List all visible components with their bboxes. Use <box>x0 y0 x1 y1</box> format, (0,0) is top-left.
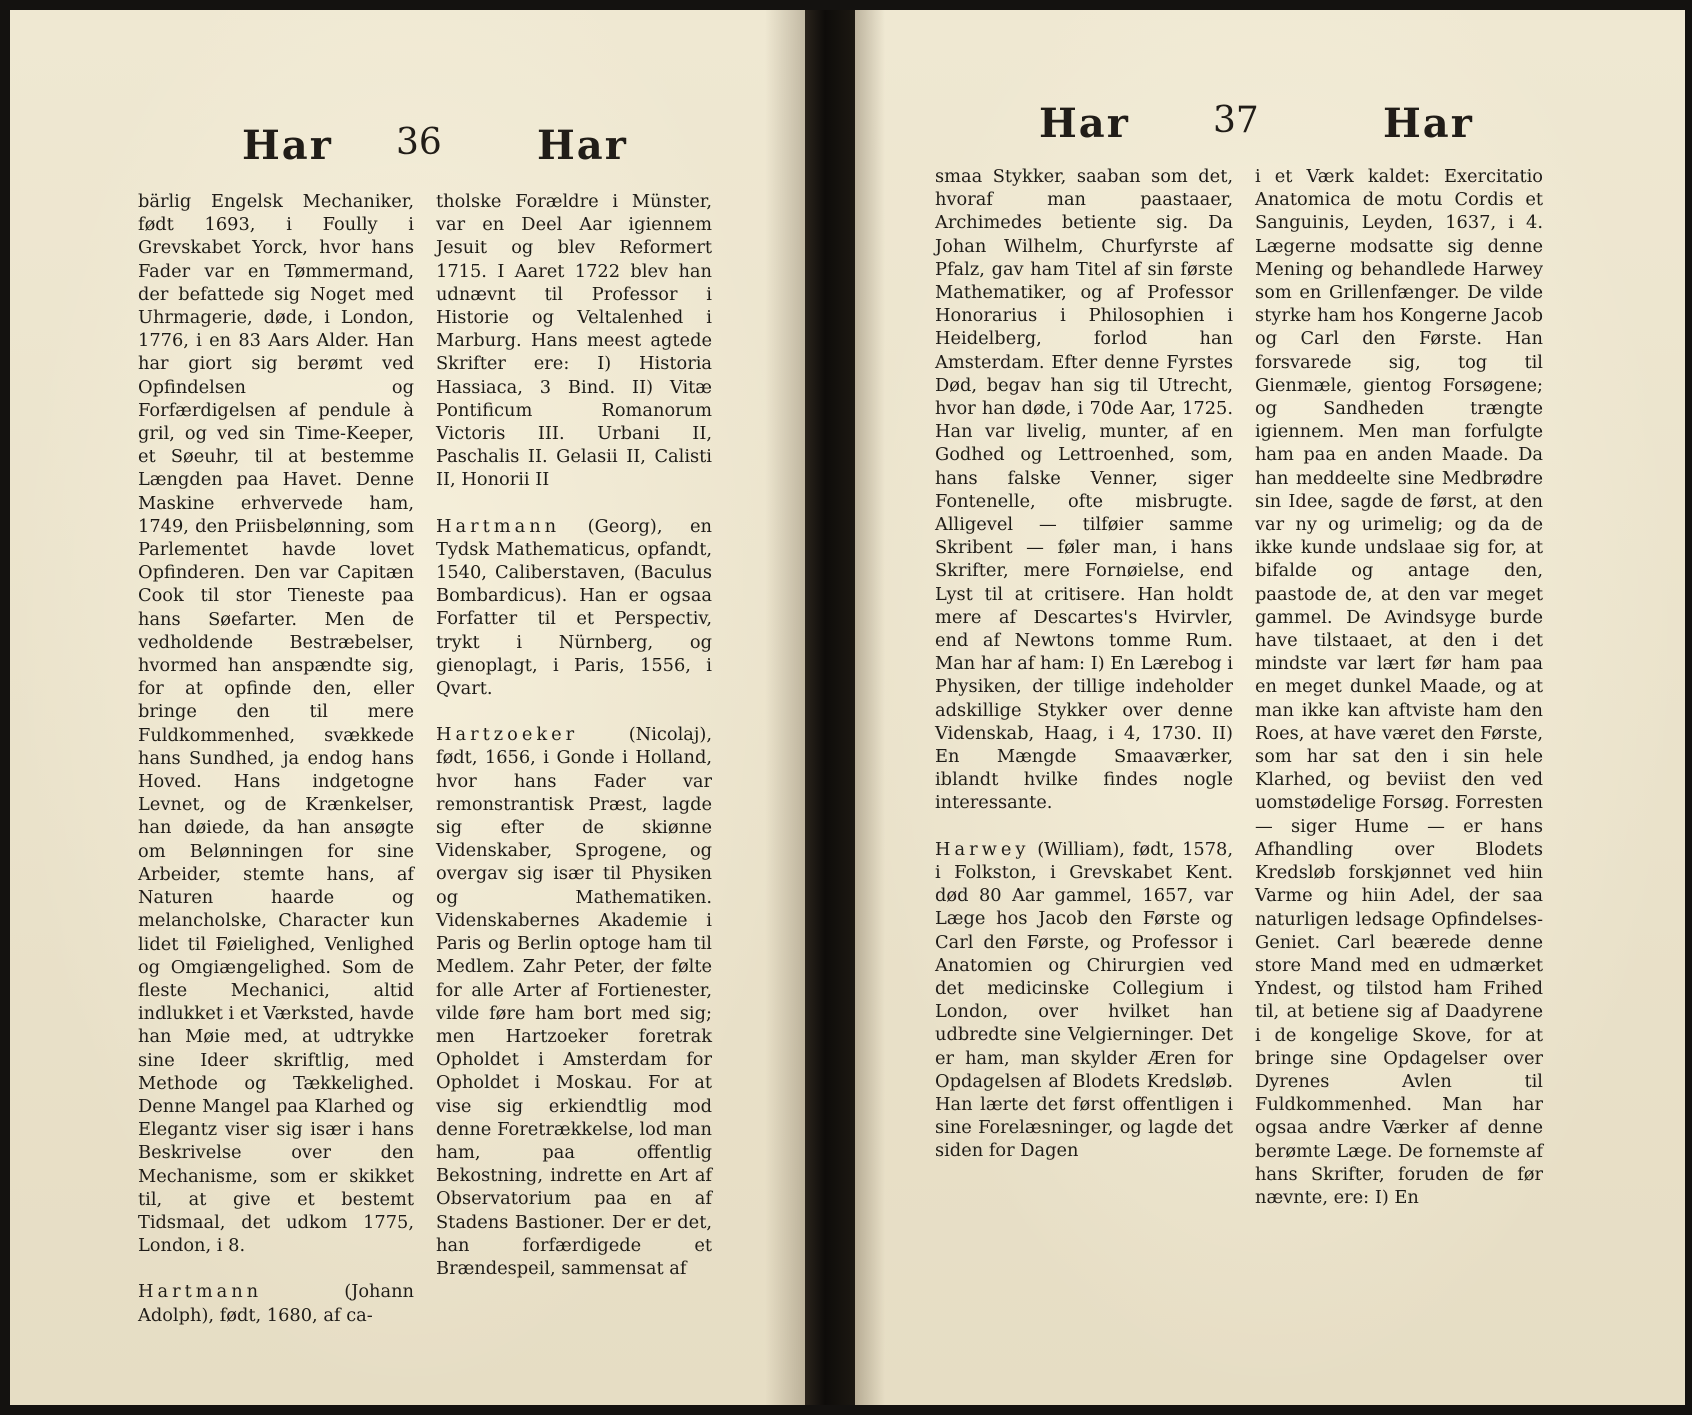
text-column-1 <box>138 190 414 1327</box>
text-column-2 <box>1255 165 1543 1209</box>
page-number: 37 <box>1213 100 1259 141</box>
entry-hartzoeker <box>436 723 712 1280</box>
entry-hartmann-georg <box>436 515 712 701</box>
book-gutter <box>805 10 855 1405</box>
paragraph: tholske Forældre i Münster, var en Deel Aar igiennem Jesuit og blev Reformert 1715. I Aaret 1722 blev han udnævnt til Professor i Historie og Veltalenhed i Marburg. Hans meest agtede Skrifter ere: I) Historia Hassiaca, 3 Bind. II) Vitæ Pontificum Romanorum Victoris III. Urbani II, Paschalis II. Gelasii II, Calisti II, Honorii II <box>436 191 712 491</box>
entry-name: Hartmann <box>138 1281 263 1303</box>
entry-name: Hartmann <box>436 515 561 537</box>
text-column-1 <box>935 165 1233 1163</box>
paragraph: bärlig Engelsk Mechaniker, født 1693, i Foully i Grevskabet Yorck, hvor hans Fader var en Tømmermand, der befattede sig Noget med Uhrmagerie, døde, i London, 1776, i en 83 Aars Alder. Han har giort sig berømt ved Opfindelsen og Forfærdigelsen af pendule à gril, og ved sin Time-Keeper, et Søeuhr, til at bestemme Længden paa Havet. Denne Maskine erhvervede ham, 1749, den Priisbelønning, som Parlementet havde lovet Opfinderen. Den var Capitæn Cook til stor Tieneste paa hans Søefarter. Men de vedholdende Bestræbelser, hvormed han anspændte sig, for at opfinde den, eller bringe den til mere Fuldkommenhed, svækkede hans Sundhed, ja endog hans Hoved. Hans indgetogne Levnet, og de Krænkelser, han døiede, da han ansøgte om Belønningen for sine Arbeider, stemte hans, af Naturen haarde og melancholske, Character kun lidet til Føielighed, Venlighed og Omgiængelighed. Som de fleste Mechanici, altid indlukket i et Værksted, havde han Møie med, at udtrykke sine Ideer skriftlig, med Methode og Tækkelighed. Denne Mangel paa Klarhed og Elegantz viser sig især i hans Beskrivelse over den Mechanisme, som er skikket til, at give et bestemt Tidsmaal, det udkom 1775, London, i 8. <box>138 191 414 1257</box>
running-headword-right: Har <box>1383 100 1474 147</box>
left-page <box>10 10 805 1405</box>
right-page <box>855 10 1685 1405</box>
text-column-2 <box>436 190 712 1280</box>
paragraph: i et Værk kaldet: Exercitatio Anatomica de motu Cordis et Sanguinis, Leyden, 1637, i 4. Lægerne modsatte sig denne Mening og behandlede Harwey som en Grillenfænger. De vilde styrke ham hos Kongerne Jacob og Carl den Første. Han forsvarede sig, tog til Gienmæle, gientog Forsøgene; og Sandheden trængte igiennem. Men man forfulgte ham paa en anden Maade. Da han meddeelte sine Medbrødre sin Idee, sagde de først, at den var ny og urimelig; og da de ikke kunde undslaae sig for, at bifalde og antage den, paastode de, at den var meget gammel. De Avindsyge burde have tilstaaet, at den i det mindste var lært før ham paa en meget dunkel Maade, og at man ikke kan aftviste ham den Roes, at have været den Første, som har sat den i sin hele Klarhed, og beviist den ved uomstødelige Forsøg. Forresten — siger Hume — er hans Afhandling over Blodets Kredsløb forskjønnet ved hiin Varme og hiin Adel, der saa naturligen ledsage Opfindelses-Geniet. Carl beærede denne store Mand med en udmærket Yndest, og tilstod ham Frihed til, at betiene sig af Daadyrene i de kongelige Skove, for at bringe sine Opdagelser over Dyrenes Avlen til Fuldkommenhed. Man har ogsaa andre Værker af denne berømte Læge. De fornemste af hans Skrifter, foruden de før nævnte, ere: I) En <box>1255 166 1543 1208</box>
entry-text: (Georg), en Tydsk Mathematicus, opfandt, 1540, Caliberstaven, (Baculus Bombardicus). Han er ogsaa Forfatter til et Perspectiv, trykt i Nürnberg, og gienoplagt, i Paris, 1556, i Qvart. <box>436 515 712 700</box>
running-headword-right: Har <box>537 122 628 169</box>
entry-text: (Nicolaj), født, 1656, i Gonde i Holland, hvor hans Fader var remonstrantisk Præst, lagde sig efter de skiønne Videnskaber, Sprogene, og overgav sig især til Physiken og Mathematiken. Videnskabernes Akademie i Paris og Berlin optoge ham til Medlem. Zahr Peter, der følte for alle Arter af Fortienester, vilde føre ham bort med sig; men Hartzoeker foretrak Opholdet i Amsterdam for Opholdet i Moskau. For at vise sig erkiendtlig mod denne Foretrækkelse, lod man ham, paa offentlig Bekostning, indrette en Art af Observatorium paa en af Stadens Bastioner. Der er det, han forfærdigede et Brændespeil, sammensat af <box>436 724 712 1279</box>
running-header <box>10 122 805 172</box>
entry-hartmann-johann <box>138 1280 414 1326</box>
entry-name: Hartzoeker <box>436 724 579 746</box>
running-headword-left: Har <box>1039 100 1130 147</box>
running-header <box>855 100 1685 150</box>
entry-text: (Johann Adolph), født, 1680, af ca- <box>138 1281 414 1326</box>
entry-harwey <box>935 838 1233 1163</box>
running-headword-left: Har <box>242 122 333 169</box>
entry-text: (William), født, 1578, i Folkston, i Grevskabet Kent. død 80 Aar gammel, 1657, var Læge hos Jacob den Første og Carl den Første, og Professor i Anatomien og Chirurgien ved det medicinske Collegium i London, over hvilket han udbredte sine Velgierninger. Det er ham, man skylder Æren for Opdagelsen af Blodets Kredsløb. Han lærte det først offentligen i sine Forelæsninger, og lagde det siden for Dagen <box>935 838 1233 1162</box>
entry-name: Harwey <box>935 838 1030 860</box>
page-number: 36 <box>396 122 442 163</box>
paragraph: smaa Stykker, saaban som det, hvoraf man paastaaer, Archimedes betiente sig. Da Johan Wilhelm, Churfyrste af Pfalz, gav ham Titel af sin første Mathematiker, og af Professor Honorarius i Philosophien i Heidelberg, forlod han Amsterdam. Efter denne Fyrstes Død, begav han sig til Utrecht, hvor han døde, i 70de Aar, 1725. Han var livelig, munter, af en Godhed og Lettroenhed, som, hans falske Venner, siger Fontenelle, ofte misbrugte. Alligevel — tilføier samme Skribent — føler man, i hans Skrifter, mere Fornøielse, end Lyst til at critisere. Han holdt mere af Descartes's Hvirvler, end af Newtons tomme Rum. Man har af ham: I) En Lærebog i Physiken, der tillige indeholder adskillige Stykker over denne Videnskab, Haag, i 4, 1730. II) En Mængde Smaaværker, iblandt hvilke findes nogle interessante. <box>935 166 1233 814</box>
